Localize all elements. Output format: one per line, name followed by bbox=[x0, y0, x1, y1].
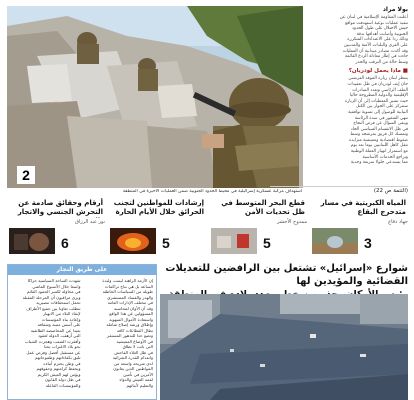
teaser-author: نور عبد الرزاق bbox=[74, 219, 105, 225]
opinion-box-title: على طريق النجار bbox=[8, 265, 156, 275]
crowd-photo bbox=[160, 294, 408, 400]
text-line: مع استمرار انهيار العملة الوطنية bbox=[350, 149, 408, 155]
text-line: شهدت الساحة السياسية حراكا bbox=[27, 278, 81, 283]
text-line: في ظل الانقسام السياسي الحاد bbox=[350, 126, 408, 132]
teaser-image bbox=[211, 228, 257, 254]
teaser-image bbox=[9, 228, 55, 254]
teaser-2[interactable] bbox=[108, 198, 206, 260]
opinion-box bbox=[7, 264, 157, 400]
text-line: الإقليمية والدولية المطروحة حاليا bbox=[349, 93, 408, 99]
teaser-strip bbox=[7, 198, 408, 260]
opinion-column-2 bbox=[84, 278, 154, 388]
text-line: وانعدام القدرة الشرائية bbox=[112, 355, 153, 360]
text-line: وسط حالة من الترقب والحذر bbox=[355, 59, 408, 65]
text-line: والمؤسسات الفاعلة bbox=[45, 382, 81, 388]
teaser-author: ممدوح الأخشر bbox=[277, 219, 307, 225]
teaser-headline[interactable]: أرقام وحقائق صادمة عن التحرش الجنسي والاتجار bbox=[17, 199, 103, 216]
text-line: وقد أكدت مصادر ميدانية أن العمليات bbox=[342, 48, 408, 54]
text-line: الملف الرئاسي وتعدد المبادرات bbox=[352, 87, 408, 93]
text-line: جاءت في إطار معادلة الردع القائمة bbox=[344, 54, 408, 60]
article-paragraph-2 bbox=[306, 76, 408, 166]
text-line: نحو بلاد الاغتراب بحثا bbox=[44, 344, 81, 349]
text-line: وإطلاق ورشة إصلاح شاملة bbox=[106, 322, 153, 327]
text-line: طويلة من السياسات الخاطئة bbox=[102, 289, 153, 294]
text-line: في مختلف الإدارات العامة bbox=[107, 300, 153, 305]
text-line: واسعا خلال الأسبوع الماضي bbox=[32, 283, 81, 289]
text-line: في ظل دولة القانون bbox=[44, 377, 81, 382]
teaser-image bbox=[110, 228, 156, 254]
text-line: على القرى والبلدات الآمنة والمدنيين bbox=[343, 42, 408, 48]
text-line: التي باتت لا تطاق bbox=[122, 344, 153, 349]
text-line: وأفقرت الشعب وهجرت الشباب bbox=[24, 338, 81, 344]
protest-crowd-photo bbox=[160, 294, 408, 400]
teaser-image bbox=[312, 228, 358, 254]
teaser-page-number: 5 bbox=[263, 235, 271, 251]
text-line: بعيدا عن المحاصصة الطائفية bbox=[30, 327, 81, 333]
teaser-author: جهاد دقاع bbox=[388, 219, 408, 225]
text-line: في محاولة لكسر الجمود القائم bbox=[26, 289, 81, 294]
text-line: لإنقاذ البلاد من الانهيار bbox=[42, 311, 81, 316]
text-line: تحمل استحقاقات مصيرية bbox=[36, 300, 81, 305]
text-line: وإعادة بناء المؤسسات bbox=[41, 316, 81, 322]
teaser-page-number: 6 bbox=[61, 235, 69, 251]
text-line: ستتركز على الحوار بين الكتل bbox=[356, 104, 408, 110]
teaser-photo-2 bbox=[110, 228, 156, 254]
headline-line-1[interactable]: شوارع «إسرائيل» تشتعل بين الرافضين للتعديلات القضائية والمؤيدين لها bbox=[165, 263, 408, 287]
text-line: تتطلب تعاونا بين جميع الأطراف bbox=[26, 305, 81, 311]
text-line: تنفيذ عمليات نوعية استهدفت مواقع bbox=[344, 20, 408, 26]
text-line: في الأوضاع المعيشية bbox=[116, 338, 153, 344]
text-line: حيث تشير المعطيات إلى أن الزيارة bbox=[344, 98, 408, 104]
text-line: الجنوبية وأصابت أهدافها بدقة bbox=[356, 31, 408, 37]
text-line: النيابية للوصول إلى تسوية توافقية bbox=[348, 109, 408, 115]
teaser-photo-3 bbox=[211, 228, 257, 254]
text-line: ويحفظ كرامتهم وحقوقهم bbox=[36, 366, 81, 371]
text-line: وذلك ردا على الاعتداءات المتكررة bbox=[347, 37, 408, 43]
text-line: ينتظر لبنان زيارة الموفد الفرنسي bbox=[348, 76, 408, 82]
opinion-box-body bbox=[8, 275, 156, 391]
text-line: واستعادة الأموال المنهوبة bbox=[109, 316, 153, 322]
teaser-author bbox=[108, 219, 206, 226]
text-line: لدى شريحة واسعة من bbox=[113, 360, 153, 366]
article-subhead: ■ ماذا يحمل لودريان؟ bbox=[348, 68, 408, 75]
text-line: الساعة بل هي نتاج تراكمات bbox=[104, 283, 153, 289]
teaser-3[interactable] bbox=[209, 198, 307, 260]
text-line: إن الأزمة الراهنة ليست وليدة bbox=[102, 278, 153, 283]
text-line: تثقل كاهل اللبنانيين يوما بعد يوم bbox=[350, 143, 408, 149]
text-line: عن مستقبل أفضل وفرص عمل bbox=[26, 349, 81, 355]
photo-caption: استهداف مركبة عسكرية إسرائيلية في محيط الحدود الجنوبية ضمن العمليات الأخيرة في المنطقة bbox=[122, 189, 302, 194]
soldier-photo bbox=[7, 6, 303, 188]
article-paragraph-1 bbox=[306, 15, 408, 65]
author-name: بولا مراد bbox=[382, 6, 408, 13]
text-line: تليق بكفاءاتهم وطموحاتهم bbox=[34, 355, 81, 360]
teaser-headline[interactable]: المياه الكبريتية في مسار متدحرج البقاع bbox=[320, 199, 406, 216]
text-line: على أسس متينة وشفافة bbox=[37, 322, 81, 327]
teaser-page-number: 5 bbox=[162, 235, 170, 251]
text-line: الأمرين في تأمين bbox=[123, 371, 153, 377]
teaser-headline[interactable]: قطع البحر المتوسط في ظل تحديات الأمن bbox=[221, 199, 305, 216]
teaser-4[interactable] bbox=[310, 198, 408, 260]
text-line: والتعليم لأبنائهم bbox=[126, 382, 153, 388]
text-line: المواطنين الذين يعانون bbox=[113, 366, 153, 371]
text-line: ويؤمن لهم العيش الكريم bbox=[37, 371, 81, 377]
text-line: لقمة العيش والدواء bbox=[119, 377, 153, 382]
right-column-article bbox=[306, 6, 408, 192]
text-line: ضغوط اقتصادية ومعيشية متزايدة bbox=[348, 137, 408, 143]
page-number-badge: 2 bbox=[17, 166, 35, 184]
text-line: في ظل الغلاء الفاحش bbox=[114, 349, 153, 355]
text-line: جيش الاحتلال على طول الحدود bbox=[351, 26, 408, 32]
text-line: وتضع حدا للتدهور المستمر bbox=[106, 333, 153, 338]
text-line: التي أرهقت الدولة لعقود bbox=[38, 333, 81, 338]
text-line: أعلنت المقاومة الإسلامية في لبنان عن bbox=[339, 15, 408, 20]
text-line: جان إيف لودريان في ظل تعقيدات bbox=[347, 81, 408, 87]
teaser-photo-4 bbox=[312, 228, 358, 254]
text-line: ويرى مراقبون أن المرحلة المقبلة bbox=[22, 294, 81, 300]
teaser-headline[interactable]: إرشادات للمواطنين لتجنب الحرائق خلال الأيام الحارة bbox=[113, 199, 204, 216]
hero-photo bbox=[7, 6, 303, 188]
text-line: ويبقى السؤال عن فرص النجاح bbox=[353, 121, 408, 127]
text-line: وتمسك كل فريق بمرشحه وسط bbox=[350, 132, 408, 138]
text-line: والهدر والفساد المستشري bbox=[107, 294, 153, 300]
text-line: المسؤولين عن هذا الواقع bbox=[109, 311, 153, 316]
text-line: مما يستدعي حلولا سريعة وجدية bbox=[350, 160, 408, 166]
text-line: تطال القطاعات كافة bbox=[116, 327, 153, 333]
teaser-1[interactable] bbox=[7, 198, 105, 260]
text-line: وتراجع الخدمات الأساسية bbox=[362, 154, 408, 160]
continuation-reference: (التتمة ص 22) bbox=[270, 186, 408, 194]
text-line: تنهي الشغور في سدة الرئاسة bbox=[354, 115, 408, 121]
teaser-photo-1 bbox=[9, 228, 55, 254]
text-line: وقد آن الأوان لمحاسبة bbox=[114, 305, 153, 311]
teaser-page-number: 3 bbox=[364, 235, 372, 251]
opinion-column-1 bbox=[11, 278, 81, 388]
text-line: في وطن يحترم أبناءه bbox=[43, 360, 81, 366]
